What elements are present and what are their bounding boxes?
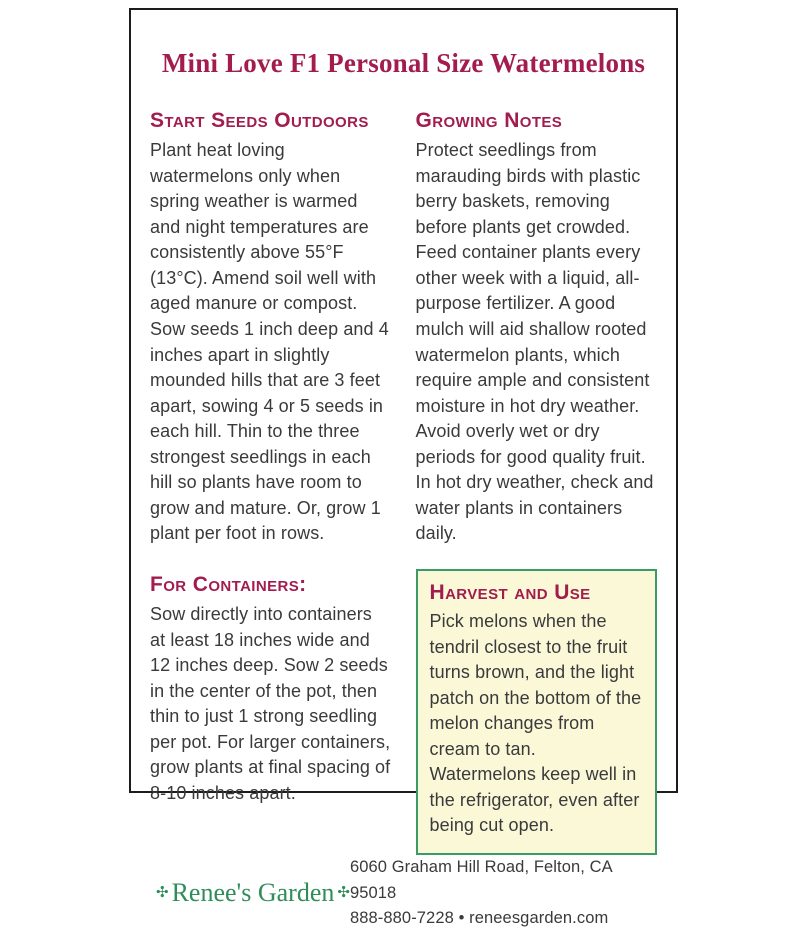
- start-seeds-outdoors-heading: Start Seeds Outdoors: [150, 109, 369, 132]
- growing-notes-body: Protect seedlings from marauding birds with plastic berry baskets, removing before plants get crowded. Feed container plants every other week with a liquid, all-purpose fertilizer. A good mulch will aid shallow rooted watermelon plants, which require ample and consistent moisture in hot dry weather. Avoid overly wet or dry periods for good quality fruit. In hot dry weather, check and water plants in containers daily.: [415, 140, 654, 544]
- right-column: [416, 109, 658, 855]
- harvest-and-use-heading: Harvest and Use: [429, 580, 591, 604]
- logo-ornament-left-icon: ✣: [156, 884, 169, 901]
- packet-card: [129, 8, 678, 928]
- content-columns: [148, 109, 659, 855]
- logo-ornament-right-icon: ✣: [337, 884, 350, 901]
- section-growing-notes: [416, 109, 658, 547]
- harvest-and-use-box: [416, 569, 658, 855]
- for-containers-heading: For Containers:: [150, 572, 307, 596]
- packet-footer: [148, 855, 659, 936]
- growing-notes-heading: Growing Notes: [415, 109, 563, 132]
- packet-title: Mini Love F1 Personal Size Watermelons: [161, 48, 646, 78]
- section-start-seeds-outdoors: [150, 109, 392, 547]
- for-containers-body: Sow directly into containers at least 18 inches wide and 12 inches deep. Sow 2 seeds in the center of the pot, then thin to just 1 strong seedling per pot. For larger containers, grow plants at final spacing of 8-10 inches apart.: [150, 604, 391, 803]
- section-for-containers: [150, 573, 392, 807]
- address-line: 6060 Graham Hill Road, Felton, CA 95018: [349, 857, 612, 902]
- phone-website-line: 888-880-7228 • reneesgarden.com: [349, 909, 609, 928]
- contact-block: [350, 855, 655, 932]
- renees-garden-logo: [156, 878, 350, 908]
- harvest-and-use-body: Pick melons when the tendril closest to the fruit turns brown, and the light patch on the bottom of the melon changes from cream to tan. Watermelons keep well in the refrigerator, even after being cut open.: [429, 611, 642, 836]
- start-seeds-outdoors-body: Plant heat loving watermelons only when spring weather is warmed and night temperatures are consistently above 55°F (13°C). Amend soil well with aged manure or compost. Sow seeds 1 inch deep and 4 inches apart in slightly mounded hills that are 3 feet apart, sowing 4 or 5 seeds in each hill. Thin to the three strongest seedlings in each hill so plants have room to grow and mature. Or, grow 1 plant per foot in rows.: [150, 140, 389, 544]
- logo-text: Renee's Garden: [171, 878, 335, 908]
- left-column: [150, 109, 392, 855]
